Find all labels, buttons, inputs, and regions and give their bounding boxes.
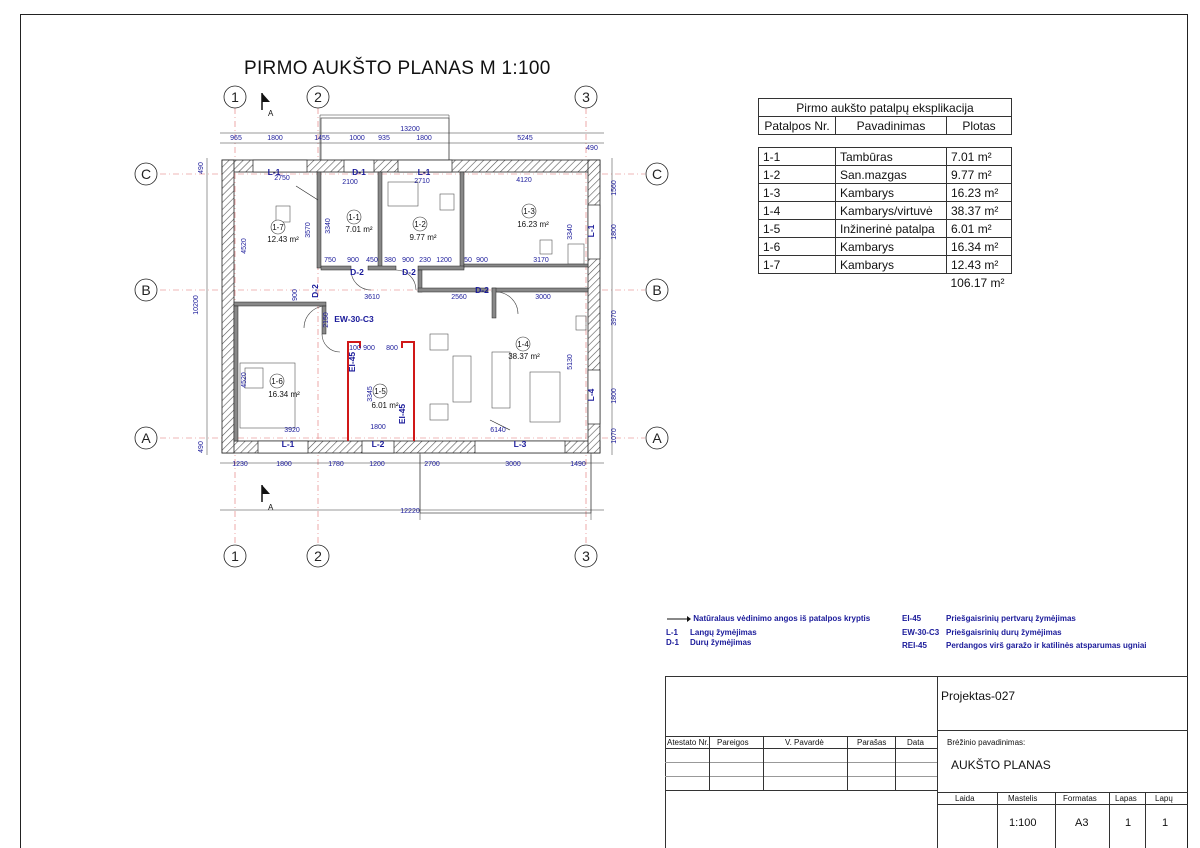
svg-text:4520: 4520 [241, 238, 248, 254]
mark-d2-d: D-2 [475, 285, 489, 295]
room-1-4-no: 1-4 [517, 340, 529, 349]
svg-text:4520: 4520 [241, 372, 248, 388]
tb-meta-mastelis: Mastelis [1008, 794, 1038, 803]
room-1-2-area: 9.77 m² [409, 233, 437, 242]
room-1-7-no: 1-7 [272, 223, 284, 232]
area-total: 106.17 m² [950, 275, 1005, 290]
mark-ei45-b: EI-45 [397, 403, 407, 425]
svg-text:1800: 1800 [611, 224, 618, 240]
svg-text:3345: 3345 [367, 386, 374, 402]
table-row: 1-7 Kambarys 12.43 m² [759, 256, 1012, 274]
axis-b-right: B [652, 282, 662, 298]
svg-text:3920: 3920 [284, 427, 300, 434]
room-1-3-no: 1-3 [523, 207, 535, 216]
axis-a-left: A [141, 430, 151, 446]
svg-text:900: 900 [476, 257, 488, 264]
svg-text:6140: 6140 [490, 427, 506, 434]
svg-text:3340: 3340 [567, 224, 574, 240]
svg-text:2150: 2150 [323, 312, 330, 328]
svg-text:750: 750 [324, 257, 336, 264]
tb-meta-lapas: Lapas [1115, 794, 1137, 803]
table-row: 1-6 Kambarys 16.34 m² [759, 238, 1012, 256]
legend-door: D-1 Durų žymėjimas [666, 638, 752, 647]
svg-text:3610: 3610 [364, 294, 380, 301]
col-header-no: Patalpos Nr. [759, 117, 836, 135]
svg-text:3570: 3570 [305, 222, 312, 238]
svg-text:1000: 1000 [349, 135, 365, 142]
svg-text:2710: 2710 [414, 178, 430, 185]
table-row: 1-2 San.mazgas 9.77 m² [759, 166, 1012, 184]
tb-header-parasas: Parašas [857, 738, 887, 747]
table-row: 1-1 Tambūras 7.01 m² [759, 148, 1012, 166]
axis-a-right: A [652, 430, 662, 446]
svg-text:900: 900 [363, 345, 375, 352]
svg-text:230: 230 [419, 257, 431, 264]
svg-text:1800: 1800 [611, 388, 618, 404]
svg-text:10200: 10200 [193, 295, 200, 315]
mark-d2-a: D-2 [350, 267, 364, 277]
svg-text:1230: 1230 [232, 461, 248, 468]
svg-text:13200: 13200 [400, 126, 420, 133]
table-row: 1-4 Kambarys/virtuvė 38.37 m² [759, 202, 1012, 220]
tb-drawing-name: AUKŠTO PLANAS [951, 758, 1051, 772]
mark-l3-bottom: L-3 [513, 439, 527, 449]
svg-text:2700: 2700 [424, 461, 440, 468]
svg-text:1455: 1455 [314, 135, 330, 142]
door-swings [304, 270, 518, 352]
room-1-5-area: 6.01 m² [371, 401, 399, 410]
svg-text:1800: 1800 [370, 424, 386, 431]
legend-vent: Natūralaus vėdinimo angos iš patalpos kryptis [665, 614, 870, 623]
svg-text:900: 900 [347, 257, 359, 264]
room-explication-table [758, 98, 1012, 291]
svg-text:A: A [268, 109, 274, 118]
axis-c-left: C [140, 166, 152, 182]
tb-header-pavarde: V. Pavardė [785, 738, 824, 747]
svg-text:3000: 3000 [535, 294, 551, 301]
svg-text:50: 50 [464, 257, 472, 264]
room-1-7-area: 12.43 m² [267, 235, 299, 244]
svg-text:3970: 3970 [611, 310, 618, 326]
tb-meta-laida: Laida [955, 794, 975, 803]
svg-text:490: 490 [198, 441, 205, 453]
axis-b-left: B [141, 282, 151, 298]
svg-text:1800: 1800 [416, 135, 432, 142]
tb-value-lapas: 1 [1125, 817, 1132, 829]
axis-1-top: 1 [231, 89, 239, 105]
drawing-title: PIRMO AUKŠTO PLANAS M 1:100 [244, 58, 551, 79]
svg-text:490: 490 [586, 145, 598, 152]
axis-3-top: 3 [582, 89, 590, 105]
svg-text:2560: 2560 [451, 294, 467, 301]
svg-text:12220: 12220 [400, 508, 420, 515]
mark-fire-door: EW-30-C3 [334, 314, 374, 324]
section-marker-top [262, 93, 274, 118]
mark-l1-bottom: L-1 [281, 439, 295, 449]
legend-fire-wall: EI-45 Priešgaisrinių pertvarų žymėjimas [902, 614, 1076, 623]
svg-text:1780: 1780 [328, 461, 344, 468]
mark-l4-right: L-4 [586, 388, 596, 402]
svg-text:450: 450 [366, 257, 378, 264]
room-1-5-no: 1-5 [374, 387, 386, 396]
svg-text:1070: 1070 [611, 428, 618, 444]
axis-1-bottom: 1 [231, 548, 239, 564]
mark-l1-top-a: L-1 [267, 167, 281, 177]
svg-text:490: 490 [198, 162, 205, 174]
room-1-1-no: 1-1 [348, 213, 360, 222]
legend-fire-door: EW-30-C3 Priešgaisrinių durų žymėjimas [902, 628, 1062, 637]
table-row: 1-3 Kambarys 16.23 m² [759, 184, 1012, 202]
arrow-right-icon [665, 615, 691, 623]
axis-3-bottom: 3 [582, 548, 590, 564]
svg-text:5245: 5245 [517, 135, 533, 142]
tb-meta-lapu: Lapų [1155, 794, 1173, 803]
svg-text:1490: 1490 [570, 461, 586, 468]
axis-2-bottom: 2 [314, 548, 322, 564]
outer-walls [222, 160, 600, 453]
mark-l1-top-b: L-1 [417, 167, 431, 177]
window-openings [253, 160, 600, 453]
mark-d1-top: D-1 [352, 167, 366, 177]
col-header-name: Pavadinimas [836, 117, 947, 135]
axis-2-top: 2 [314, 89, 322, 105]
svg-text:3000: 3000 [505, 461, 521, 468]
svg-text:2100: 2100 [342, 179, 358, 186]
svg-text:3170: 3170 [533, 257, 549, 264]
svg-text:1200: 1200 [436, 257, 452, 264]
mark-l1-right: L-1 [586, 224, 596, 238]
axis-c-right: C [651, 166, 663, 182]
tb-meta-formatas: Formatas [1063, 794, 1097, 803]
svg-text:1560: 1560 [611, 180, 618, 196]
svg-text:800: 800 [386, 345, 398, 352]
mark-d2-b: D-2 [402, 267, 416, 277]
room-1-4-area: 38.37 m² [508, 352, 540, 361]
tb-value-lapu: 1 [1162, 817, 1169, 829]
mark-ei45-a: EI-45 [347, 351, 357, 373]
mark-d2-c: D-2 [310, 284, 320, 298]
svg-text:3340: 3340 [325, 218, 332, 234]
mark-l2-bottom: L-2 [371, 439, 385, 449]
table-row: 1-5 Inžinerinė patalpa 6.01 m² [759, 220, 1012, 238]
svg-text:900: 900 [292, 289, 299, 301]
tb-project: Projektas-027 [941, 689, 1016, 703]
svg-text:935: 935 [378, 135, 390, 142]
tb-header-pareigos: Pareigos [717, 738, 749, 747]
tb-header-data: Data [907, 738, 924, 747]
svg-text:A: A [268, 503, 274, 512]
svg-text:900: 900 [402, 257, 414, 264]
tb-header-atestato: Atestato Nr. [667, 738, 709, 747]
legend-window: L-1 Langų žymėjimas [666, 628, 757, 637]
room-1-2-no: 1-2 [414, 220, 426, 229]
svg-text:380: 380 [384, 257, 396, 264]
legend-fire-floor: REI-45 Perdangos virš garažo ir katilinės atsparumas ugniai [902, 641, 1147, 650]
tb-value-mastelis: 1:100 [1009, 817, 1037, 829]
svg-text:5130: 5130 [567, 354, 574, 370]
section-marker-bottom [262, 485, 274, 512]
tb-drawing-name-label: Brėžinio pavadinimas: [947, 738, 1026, 747]
svg-text:1200: 1200 [369, 461, 385, 468]
title-block [665, 676, 1188, 848]
room-1-6-no: 1-6 [271, 377, 283, 386]
svg-text:100: 100 [349, 345, 361, 352]
svg-text:2750: 2750 [274, 175, 290, 182]
room-1-1-area: 7.01 m² [345, 225, 373, 234]
room-1-6-area: 16.34 m² [268, 390, 300, 399]
dimension-values [193, 126, 618, 515]
svg-text:965: 965 [230, 135, 242, 142]
svg-text:1800: 1800 [276, 461, 292, 468]
explication-caption: Pirmo aukšto patalpų eksplikacija [759, 99, 1012, 117]
svg-text:4120: 4120 [516, 177, 532, 184]
tb-value-formatas: A3 [1075, 817, 1089, 829]
col-header-area: Plotas [947, 117, 1012, 135]
svg-text:1800: 1800 [267, 135, 283, 142]
room-1-3-area: 16.23 m² [517, 220, 549, 229]
